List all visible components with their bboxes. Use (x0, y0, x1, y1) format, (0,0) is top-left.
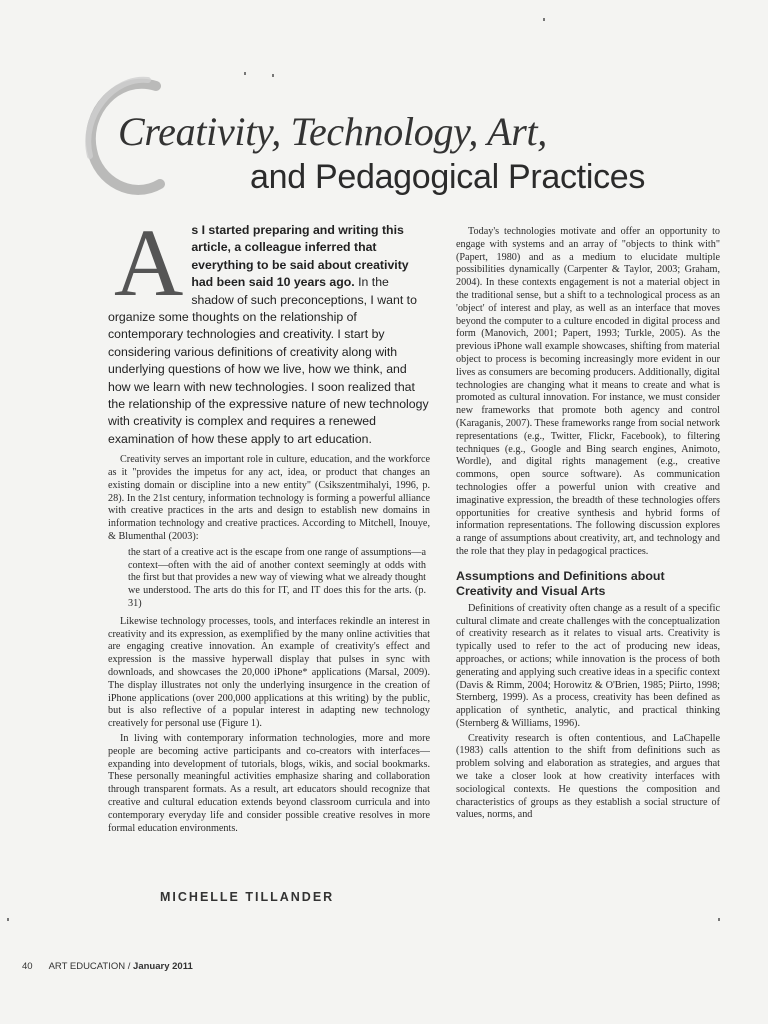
block-quote: the start of a creative act is the escape from one range of assumptions—a context—often with the aid of another context seemingly at odds with the first but that provides a new way of viewing what we already thought we understood. The arts do this for IT, and IT does this for the arts. (p. 31) (128, 546, 426, 610)
body-paragraph: In living with contemporary information technologies, more and more people are becoming active participants and co-creators with interfaces—expanding into development of tutorials, blogs, wikis, and social bookmarks. These personally meaningful activities emphasize sharing and collaboration through transparent formats. As a result, art educators should recognize that creative and cultural education extends beyond classroom curricula and into contemporary everyday life and consider possible creative resolves in more formal education environments. (108, 733, 430, 834)
body-paragraph: Today's technologies motivate and offer an opportunity to engage with systems and an array of "objects to think with" (Papert, 1980) and as a medium to elucidate multiple possibilities dynamically (Carpenter & Taylor, 2003; Graham, 2004). In these contexts engagement is not a material object in the traditional sense, but a shift to a technological process as an 'object' of interest and play, as well as an interface that moves beyond the computer to a culture encoded in digital process and form (Manovich, 2001; Papert, 1993; Turkle, 2005). As the previous iPhone wall example showcases, shifting from material object to process is becoming increasingly more evident in our lives as consumers are becoming producers. Additionally, digital technologies are changing what it means to create and what is promoted as cultural innovation. For instance, we must consider new frameworks that promote both agency and control (Karaganis, 2007). These frameworks range from social network representations (e.g., Twitter, Flickr, Facebook), to filtering techniques (e.g., Google and Bing search engines, Animoto, Wordle), and digital rights management (e.g., creative commons, open source software). As communication technologies offer a powerful union with creative and imaginative expression, the breadth of these technologies offers opportunities for creative synthesis and hybrid forms of information representations. The following discussion explores a range of assumptions about creativity, art, and technology and the role that they play in pedagogical practices. (456, 226, 720, 557)
article-title-line-2: and Pedagogical Practices (250, 158, 646, 196)
scan-speck (244, 72, 246, 75)
issue-date: January 2011 (133, 961, 193, 972)
article-title-line-1: Creativity, Technology, Art, (118, 109, 548, 154)
lead-paragraph (108, 209, 430, 448)
body-paragraph: Creativity research is often contentious, and LaChapelle (1983) calls attention to the shift from definitions such as problem solving and elaboration as strategies, and argues that we take a closer look at how creativity interfaces with sociological contexts. He questions the composition and characteristics of groups as they establish a social structure of values, norms, and (456, 732, 720, 821)
scan-speck (718, 918, 720, 921)
scan-speck (543, 18, 545, 21)
page-footer (22, 961, 193, 972)
left-column (108, 209, 430, 837)
right-column (456, 226, 720, 824)
page-number: 40 (22, 961, 33, 972)
journal-name: ART EDUCATION / (48, 961, 134, 972)
author-byline: MICHELLE TILLANDER (160, 890, 335, 904)
body-paragraph: Creativity serves an important role in culture, education, and the workforce as it "provides the impetus for any act, idea, or product that changes an existing domain or discipline into a new entity" (Csikszentmihalyi, 1996, p. 28). In the 21st century, information technology is forming a powerful alliance with creative practices in the arts and design to establish new domains in information technology and creative practices. According to Mitchell, Inouye, & Blumenthal (2003): (108, 454, 430, 543)
lead-bold-text: s I started preparing and writing this article, a colleague inferred that everything to be said about creativity had been said 10 years ago. (191, 223, 409, 290)
section-heading: Assumptions and Definitions about Creativity and Visual Arts (456, 568, 665, 598)
lead-text: In the shadow of such preconceptions, I want to organize some thoughts on the relationship of contemporary technologies and creativity. I start by considering various definitions of creativity along with underlying questions of how we live, how we think, and how we learn with new technologies. I soon realized that the relationship of the expressive nature of new technology with creativity is complex and requires a renewed examination of how these apply to art education. (108, 275, 429, 446)
scan-speck (272, 74, 274, 77)
body-paragraph: Likewise technology processes, tools, and interfaces rekindle an interest in creativity and its expression, as exemplified by the many online activities that are engaging creative innovation. An example of creativity's effect and expression is the massive hyperwall display that pulses in sync with downloads, and showcases the 20,000 iPhone* applications (Marsal, 2009). The display illustrates not only the underlying insurgence in the creation of iPhone applications (over 200,000 applications at this writing) by the public, but is also reflective of a popular interest in adapting new technology creatively for personal use (Figure 1). (108, 615, 430, 730)
body-paragraph: Definitions of creativity often change as a result of a specific cultural climate and create challenges with the conceptualization of creativity research as it relates to visual arts. Creativity is typically used to refer to the act of producing new ideas, approaches, or actions; while innovation is the process of both generating and applying such creative ideas in a specific context (Davis & Rimm, 2004; Horowitz & O'Brien, 1985; Piirto, 1998; Sternberg, 1999). As a process, creativity has been defined as application of synthetic, analytic, and practical thinking (Sternberg & Williams, 1996). (456, 602, 720, 729)
drop-cap: A (114, 209, 184, 316)
scan-speck (7, 918, 9, 921)
